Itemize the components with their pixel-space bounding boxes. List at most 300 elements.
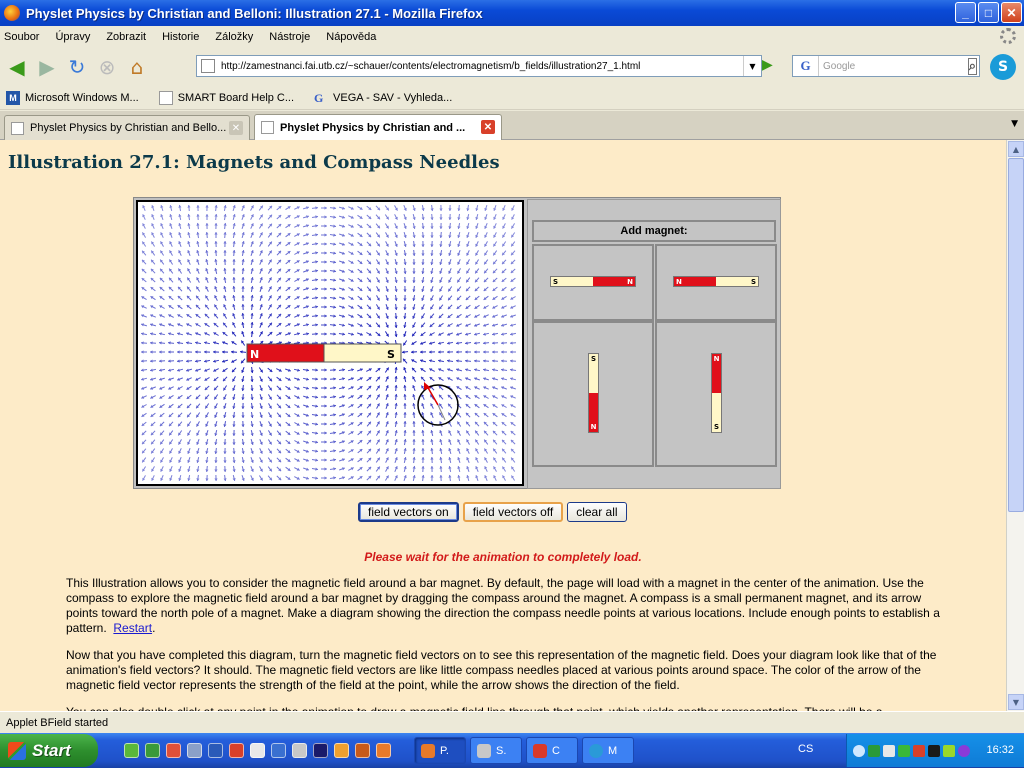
- field-vector-head: [510, 377, 513, 380]
- field-vector-head: [233, 460, 236, 463]
- field-vector-head: [403, 412, 406, 415]
- quicklaunch-icon[interactable]: [271, 743, 286, 758]
- field-vector-head: [430, 448, 433, 451]
- field-vector-head: [421, 439, 424, 442]
- field-vector-head: [474, 350, 477, 353]
- throbber-icon: [1000, 28, 1016, 44]
- field-vector-head: [251, 397, 254, 400]
- field-vector-head: [395, 316, 398, 319]
- field-vector-head: [159, 360, 162, 363]
- field-vectors-on-button[interactable]: field vectors on: [358, 502, 459, 522]
- windows-logo-icon: [8, 742, 26, 760]
- field-vector-head: [159, 350, 162, 353]
- field-vector-head: [483, 350, 486, 353]
- window-title: Physlet Physics by Christian and Belloni: Illustration 27.1 - Mozilla Firefox: [26, 5, 483, 21]
- restart-link[interactable]: Restart: [113, 621, 153, 635]
- app-icon: [533, 744, 547, 758]
- reload-icon[interactable]: ↻: [68, 55, 86, 79]
- quicklaunch-icon[interactable]: [229, 743, 244, 758]
- field-vector-head: [205, 469, 208, 472]
- applet-button-row: [358, 502, 627, 522]
- menu-zalozky[interactable]: Záložky: [215, 31, 254, 43]
- field-vector-head: [242, 241, 245, 244]
- field-vector-head: [403, 421, 406, 424]
- field-vector-head: [150, 350, 153, 353]
- field-vector-head: [492, 350, 495, 353]
- field-vector-head: [420, 350, 423, 353]
- field-vector-head: [196, 478, 199, 481]
- status-bar: [0, 711, 1024, 733]
- tray-icon[interactable]: [928, 745, 940, 757]
- field-vector-head: [510, 324, 513, 327]
- firefox-icon: [421, 744, 435, 758]
- menu-nastroje[interactable]: Nástroje: [269, 31, 311, 43]
- messenger-icon: [589, 744, 603, 758]
- start-button[interactable]: Start: [0, 734, 98, 767]
- menu-napoveda[interactable]: Nápověda: [326, 31, 377, 43]
- field-vector-head: [241, 416, 244, 419]
- scroll-down-icon[interactable]: ▼: [1008, 694, 1024, 710]
- field-vector-head: [186, 360, 189, 363]
- field-vector-head: [404, 244, 407, 247]
- page-scrollbar[interactable]: [1006, 140, 1024, 711]
- field-vector-head: [205, 223, 208, 226]
- field-vector-head: [456, 350, 459, 353]
- field-vector-head: [205, 259, 208, 262]
- field-vector-head: [325, 224, 328, 227]
- field-vector-head: [412, 412, 415, 415]
- field-vector-head: [224, 223, 227, 226]
- field-vector-head: [223, 259, 226, 262]
- field-vector-head: [474, 342, 477, 345]
- field-vector-head: [395, 385, 398, 388]
- tray-icon[interactable]: [868, 745, 880, 757]
- field-vector-head: [232, 268, 235, 271]
- field-vector-head: [214, 460, 217, 463]
- search-box[interactable]: [792, 55, 980, 77]
- field-vector-head: [214, 451, 217, 454]
- quicklaunch-icon[interactable]: [292, 743, 307, 758]
- field-vector-head: [240, 350, 243, 353]
- field-vector-head: [430, 236, 433, 239]
- field-vector-head: [430, 253, 433, 256]
- field-vector-head: [223, 250, 226, 253]
- close-button[interactable]: ✕: [1001, 2, 1022, 23]
- quicklaunch-icon[interactable]: [355, 743, 370, 758]
- field-vector-head: [421, 254, 424, 257]
- bookmarks-bar: [0, 86, 1024, 110]
- field-vector-head: [466, 226, 469, 229]
- field-vector-head: [187, 232, 190, 235]
- add-magnet-horizontal-n-s[interactable]: [655, 244, 777, 321]
- field-vector-head: [232, 442, 235, 445]
- field-vector-head: [325, 233, 328, 236]
- quicklaunch-icon[interactable]: [124, 743, 139, 758]
- field-vector-head: [474, 333, 477, 336]
- field-vector-head: [395, 271, 398, 274]
- field-vector-head: [430, 244, 433, 247]
- field-vector-head: [205, 232, 208, 235]
- search-engine-google-icon[interactable]: G: [793, 56, 819, 76]
- magnet-icon[interactable]: N S: [711, 353, 722, 433]
- menu-historie[interactable]: Historie: [162, 31, 200, 43]
- field-vector-head: [325, 314, 328, 317]
- clear-all-button[interactable]: clear all: [567, 502, 626, 522]
- field-vector-head: [325, 440, 328, 443]
- add-magnet-vertical-n-s[interactable]: [655, 321, 777, 467]
- field-vector-head: [421, 235, 424, 238]
- field-vector-head: [196, 205, 199, 208]
- field-vector-head: [492, 359, 495, 362]
- field-vector-head: [325, 278, 328, 281]
- field-vector-head: [430, 475, 433, 478]
- field-vector-head: [233, 250, 236, 253]
- windows-taskbar: [0, 733, 1024, 768]
- field-vector-head: [141, 350, 144, 353]
- tray-icon[interactable]: [958, 745, 970, 757]
- instructions-paragraph-2: Now that you have completed this diagram, turn the magnetic field vectors on to see this representation of the magnetic field. Does your diagram look like that of the animation's field vectors? It should. The magnetic field vectors are like little compass needles placed at various points around space. The color of the arrow of the magnetic field vector represents the strength of the field at the point, while the arrow shows the direction of the field.: [66, 648, 937, 692]
- tab-active[interactable]: [254, 114, 502, 140]
- page-title: Illustration 27.1: Magnets and Compass Needles: [8, 152, 500, 173]
- field-vector-head: [413, 217, 416, 220]
- field-vector-head: [204, 350, 207, 353]
- field-vector-head: [403, 403, 406, 406]
- bookmark-microsoft[interactable]: M Microsoft Windows M...: [6, 91, 139, 105]
- field-vector-head: [223, 442, 226, 445]
- field-vector-head: [315, 368, 318, 371]
- field-vector-head: [501, 377, 504, 380]
- tab-label: Physlet Physics by Christian and Bello...: [30, 122, 227, 134]
- instructions-paragraph-1: This Illustration allows you to consider the magnetic field around a bar magnet. By default, the page will load with a magnet in the center of the animation. Use the compass to explore the magnetic field around a bar magnet by dragging the compass around the magnet. A compass is a small permanent magnet, and its arrow points toward the north pole of a magnet. Make a diagram showing the direction the compass needle points at various locations. Include enough points to establish a pattern. Restart.: [66, 576, 940, 635]
- quicklaunch-icon[interactable]: [187, 743, 202, 758]
- field-vector-head: [196, 223, 199, 226]
- field-vector-head: [439, 218, 442, 221]
- field-vector-head: [429, 350, 432, 353]
- search-placeholder[interactable]: Google: [823, 60, 856, 72]
- field-vector-head: [421, 448, 424, 451]
- field-vector-head: [325, 395, 328, 398]
- field-vector-head: [241, 397, 244, 400]
- field-vector-head: [474, 359, 477, 362]
- window-titlebar[interactable]: [0, 0, 1024, 26]
- maximize-button[interactable]: □: [978, 2, 999, 23]
- field-vector-head: [223, 232, 226, 235]
- field-vector-head: [403, 299, 406, 302]
- skype-icon[interactable]: S: [990, 54, 1016, 80]
- quicklaunch-icon[interactable]: [250, 743, 265, 758]
- field-vector-head: [510, 359, 513, 362]
- field-vector-head: [403, 289, 406, 292]
- field-vector-head: [421, 457, 424, 460]
- url-bar[interactable]: [196, 55, 762, 77]
- field-vector-head: [439, 244, 442, 247]
- magnet-icon[interactable]: N S: [673, 276, 759, 287]
- field-vector-head: [223, 241, 226, 244]
- field-vector-head: [242, 433, 245, 436]
- compass[interactable]: [418, 382, 458, 425]
- wait-message: Please wait for the animation to completely load.: [364, 550, 642, 564]
- quicklaunch-icon[interactable]: [313, 743, 328, 758]
- tab-inactive[interactable]: [4, 115, 250, 140]
- field-vector-head: [315, 314, 318, 317]
- field-vector-head: [448, 226, 451, 229]
- field-vector-head: [411, 350, 414, 353]
- field-vector-head: [325, 287, 328, 290]
- field-vector-head: [223, 469, 226, 472]
- field-vector-head: [223, 433, 226, 436]
- add-magnet-horizontal-s-n[interactable]: [532, 244, 654, 321]
- quicklaunch-icon[interactable]: [145, 743, 160, 758]
- taskbar-task-s[interactable]: S.: [470, 737, 522, 764]
- field-vectors-svg[interactable]: [138, 202, 522, 484]
- url-text[interactable]: http://zamestnanci.fai.utb.cz/~schauer/contents/electromagnetism/b_fields/illustration27_1.html: [221, 60, 641, 72]
- field-vector-head: [251, 313, 254, 316]
- field-vector-head: [448, 217, 451, 220]
- bfield-applet: [133, 197, 781, 489]
- field-vector-head: [186, 350, 189, 353]
- field-vector-head: [421, 466, 424, 469]
- field-vector-head: [325, 215, 328, 218]
- forward-arrow-icon[interactable]: ▶: [39, 55, 55, 79]
- field-vector-head: [325, 260, 328, 263]
- field-vector-head: [333, 386, 336, 389]
- field-vector-head: [430, 217, 433, 220]
- field-vector-head: [241, 304, 244, 307]
- quicklaunch-icon[interactable]: [166, 743, 181, 758]
- field-vector-head: [395, 325, 398, 328]
- magnet-icon[interactable]: S N: [550, 276, 636, 287]
- minimize-button[interactable]: _: [955, 2, 976, 23]
- field-vector-head: [315, 332, 318, 335]
- tray-icon[interactable]: [898, 745, 910, 757]
- url-dropdown-icon[interactable]: ▼: [743, 56, 761, 76]
- field-vector-head: [501, 342, 504, 345]
- scrollbar-thumb[interactable]: [1008, 158, 1024, 512]
- menu-upravy[interactable]: Úpravy: [55, 31, 91, 43]
- field-vector-head: [431, 208, 434, 211]
- field-vector-head: [421, 244, 424, 247]
- field-vector-head: [187, 205, 190, 208]
- field-vector-head: [325, 458, 328, 461]
- page-icon: [159, 91, 173, 105]
- field-vector-head: [325, 305, 328, 308]
- field-vector-head: [232, 424, 235, 427]
- field-vector-head: [195, 350, 198, 353]
- field-vector-head: [196, 214, 199, 217]
- field-vector-head: [413, 244, 416, 247]
- clock: 16:32: [986, 744, 1014, 756]
- field-vector-head: [241, 313, 244, 316]
- field-vectors-group: [141, 205, 516, 481]
- field-vector-head: [422, 226, 425, 229]
- menu-soubor[interactable]: Soubor: [4, 31, 40, 43]
- field-vector-head: [510, 350, 513, 353]
- field-vector-head: [241, 424, 244, 427]
- field-vector-head: [241, 388, 244, 391]
- field-vector-head: [205, 478, 208, 481]
- search-icon[interactable]: ⌕: [968, 59, 976, 74]
- field-vector-head: [223, 286, 226, 289]
- stop-icon[interactable]: ⊗: [98, 55, 116, 79]
- field-vector-head: [439, 466, 442, 469]
- magnet-south-label: S: [387, 348, 395, 361]
- field-vector-head: [232, 451, 235, 454]
- field-vector-head: [325, 296, 328, 299]
- field-vector-head: [251, 268, 254, 271]
- field-vector-head: [412, 272, 415, 275]
- field-vector-head: [413, 457, 416, 460]
- field-vector-head: [141, 359, 144, 362]
- tray-icon[interactable]: [913, 745, 925, 757]
- field-vector-head: [483, 359, 486, 362]
- field-vector-head: [231, 350, 234, 353]
- field-vector-head: [395, 394, 398, 397]
- field-vector-head: [213, 350, 216, 353]
- field-vector-head: [413, 253, 416, 256]
- add-magnet-vertical-s-n[interactable]: [532, 321, 654, 467]
- bookmark-smart-board[interactable]: SMART Board Help C...: [159, 91, 294, 105]
- field-vector-head: [501, 350, 504, 353]
- page-icon: [11, 122, 24, 135]
- field-vector-head: [333, 332, 336, 335]
- field-vector-head: [325, 377, 328, 380]
- magnet-icon[interactable]: S N: [588, 353, 599, 433]
- tab-bar: [0, 111, 1024, 140]
- field-vector-head: [395, 367, 398, 370]
- home-icon[interactable]: ⌂: [130, 55, 144, 79]
- field-vector-head: [214, 250, 217, 253]
- field-vector-head: [241, 277, 244, 280]
- taskbar-task-m[interactable]: M: [582, 737, 634, 764]
- field-vector-head: [150, 360, 153, 363]
- tab-list-icon[interactable]: ▼: [1011, 119, 1018, 129]
- field-canvas[interactable]: [136, 200, 524, 486]
- field-vector-head: [178, 223, 181, 226]
- page-favicon-icon: [201, 59, 215, 73]
- taskbar-task-c[interactable]: C: [526, 737, 578, 764]
- google-icon: G: [314, 90, 324, 105]
- tab-close-icon[interactable]: ✕: [229, 121, 243, 135]
- field-vector-head: [402, 351, 405, 354]
- field-vector-head: [187, 469, 190, 472]
- field-vector-head: [168, 350, 171, 353]
- field-vector-head: [315, 206, 318, 209]
- field-vector-head: [457, 466, 460, 469]
- back-arrow-icon[interactable]: ◀: [9, 55, 25, 79]
- field-vector-head: [325, 422, 328, 425]
- scroll-up-icon[interactable]: ▲: [1008, 141, 1024, 157]
- field-vector-head: [214, 223, 217, 226]
- tray-icon[interactable]: [883, 745, 895, 757]
- field-vector-head: [325, 431, 328, 434]
- quicklaunch-icon[interactable]: [376, 743, 391, 758]
- field-vector-head: [223, 461, 226, 464]
- field-vector-head: [403, 385, 406, 388]
- field-vector-head: [168, 341, 171, 344]
- field-vector-head: [403, 394, 406, 397]
- field-vector-head: [241, 407, 244, 410]
- field-vector-head: [403, 316, 406, 319]
- field-vector-head: [325, 368, 328, 371]
- field-vector-head: [412, 439, 415, 442]
- add-magnet-label: Add magnet:: [532, 220, 776, 242]
- field-vector-head: [325, 332, 328, 335]
- field-vector-head: [430, 457, 433, 460]
- field-vector-head: [412, 280, 415, 283]
- field-vector-head: [325, 206, 328, 209]
- navigation-toolbar: [0, 48, 1024, 86]
- field-vector-head: [421, 262, 424, 265]
- field-vector-head: [457, 235, 460, 238]
- field-vector-head: [232, 434, 235, 437]
- field-vector-head: [223, 452, 226, 455]
- field-vector-head: [214, 232, 217, 235]
- menu-zobrazit[interactable]: Zobrazit: [106, 31, 147, 43]
- bar-magnet[interactable]: [247, 344, 401, 362]
- field-vector-head: [141, 378, 144, 381]
- field-vector-head: [439, 226, 442, 229]
- field-vector-head: [430, 226, 433, 229]
- field-vector-head: [168, 360, 171, 363]
- field-vector-head: [205, 241, 208, 244]
- field-vector-head: [439, 262, 442, 265]
- field-vector-head: [333, 207, 336, 210]
- field-vector-head: [325, 269, 328, 272]
- field-vector-head: [251, 379, 254, 382]
- field-vector-head: [456, 359, 459, 362]
- field-vector-head: [214, 479, 217, 482]
- field-vector-head: [448, 475, 451, 478]
- field-vector-head: [325, 467, 328, 470]
- field-vector-head: [421, 430, 424, 433]
- bookmark-vega[interactable]: G VEGA - SAV - Vyhleda...: [314, 90, 453, 105]
- menu-bar: [0, 26, 1024, 48]
- status-text: Applet BField started: [6, 716, 109, 729]
- field-vectors-off-button[interactable]: field vectors off: [463, 502, 563, 522]
- tray-icon[interactable]: [943, 745, 955, 757]
- field-vector-head: [465, 350, 468, 353]
- field-vector-head: [404, 430, 407, 433]
- field-vector-head: [325, 242, 328, 245]
- field-vector-head: [241, 286, 244, 289]
- language-indicator[interactable]: CS: [798, 743, 814, 755]
- field-vector-head: [412, 421, 415, 424]
- quicklaunch-icon[interactable]: [334, 743, 349, 758]
- field-vector-head: [214, 241, 217, 244]
- field-vector-head: [232, 277, 235, 280]
- field-vector-head: [492, 342, 495, 345]
- page-content: [0, 140, 1006, 711]
- tab-close-icon[interactable]: ✕: [481, 120, 495, 134]
- field-vector-head: [241, 295, 244, 298]
- field-vector-head: [168, 332, 171, 335]
- field-vector-head: [412, 448, 415, 451]
- field-vector-head: [251, 304, 254, 307]
- field-vector-head: [325, 404, 328, 407]
- taskbar-task-firefox[interactable]: P.: [414, 737, 466, 764]
- field-vector-head: [251, 370, 254, 373]
- go-arrow-icon[interactable]: ▶: [762, 57, 773, 73]
- tab-label: Physlet Physics by Christian and ...: [280, 121, 466, 134]
- field-vector-head: [205, 205, 208, 208]
- field-vector-head: [333, 377, 336, 380]
- field-vector-head: [233, 241, 236, 244]
- quicklaunch-icon[interactable]: [208, 743, 223, 758]
- add-magnet-panel: [527, 199, 781, 489]
- field-vector-head: [430, 466, 433, 469]
- tray-collapse-icon[interactable]: [853, 745, 865, 757]
- field-vector-head: [214, 214, 217, 217]
